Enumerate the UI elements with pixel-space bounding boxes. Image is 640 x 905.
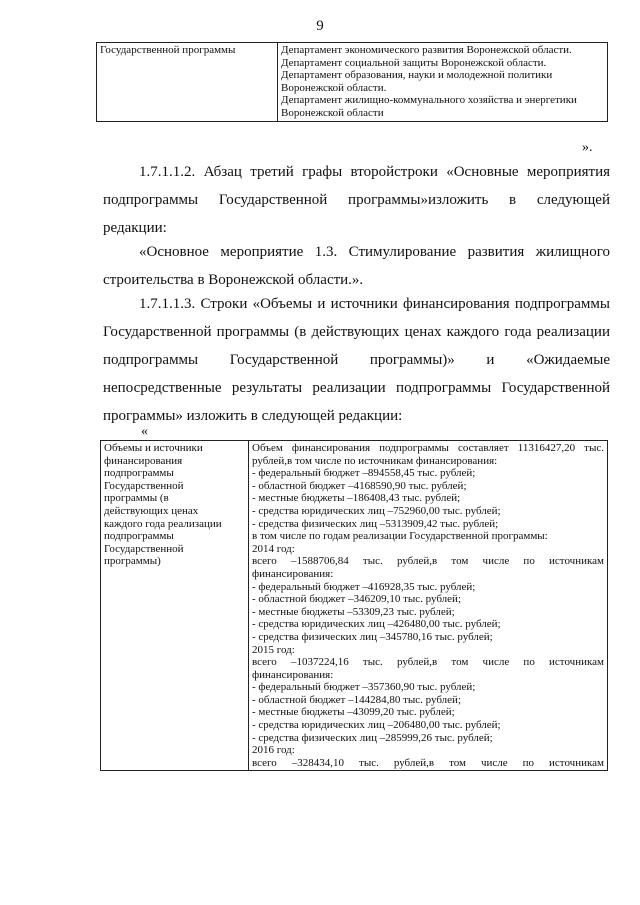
finance-value-line: - местные бюджеты –186408,43 тыс. рублей; [252, 492, 461, 505]
paragraph-3 [103, 290, 610, 430]
finance-table-left-cell [101, 441, 249, 771]
top-table [96, 42, 608, 122]
top-table-line: Воронежской области. [281, 81, 387, 94]
top-table-right-cell [278, 43, 608, 122]
paragraph-line: 1.7.1.1.3. Строки «Объемы и источники финансирования подпрограммы [139, 296, 610, 312]
finance-label-line: подпрограммы [104, 530, 174, 543]
finance-value-line: 2014 год: [252, 542, 295, 555]
finance-value-line: - местные бюджеты –43099,20 тыс. рублей; [252, 706, 455, 719]
finance-label-line: финансирования [104, 454, 183, 467]
finance-value-line: финансирования: [252, 668, 334, 681]
finance-label-line: программы (в [104, 492, 169, 505]
paragraph-line: строительства в Воронежской области.». [103, 272, 364, 288]
paragraph-line: подпрограммы Государственной программы»изложить в следующей [103, 192, 610, 208]
paragraph-line: «Основное мероприятие 1.3. Стимулирование развития жилищного [139, 244, 610, 260]
finance-label-line: действующих ценах [104, 504, 199, 517]
finance-value-line: в том числе по годам реализации Государственной программы: [252, 530, 548, 543]
finance-label-line: Государственной [104, 542, 184, 555]
finance-value-line: 2016 год: [252, 744, 295, 757]
finance-value-line: - федеральный бюджет –894558,45 тыс. рублей; [252, 467, 476, 480]
finance-value-line: финансирования: [252, 567, 334, 580]
finance-value-line: - федеральный бюджет –357360,90 тыс. рублей; [252, 681, 476, 694]
closing-quote: ». [582, 140, 593, 155]
top-table-line: Департамент социальной защиты Воронежской области. [281, 56, 547, 69]
finance-value-line: рублей,в том числе по источникам финансирования: [252, 454, 498, 467]
opening-quote: « [141, 424, 148, 439]
finance-value-line: 2015 год: [252, 643, 295, 656]
paragraph-line: непосредственные результаты реализации подпрограммы Государственной [103, 380, 610, 396]
finance-table-right-cell [249, 441, 608, 771]
finance-label-line: программы) [104, 555, 161, 568]
finance-value-line: всего –1588706,84 тыс. рублей,в том числе по источникам [252, 555, 604, 568]
finance-value-line: - областной бюджет –144284,80 тыс. рублей; [252, 693, 461, 706]
finance-value-line: - средства физических лиц –285999,26 тыс. рублей; [252, 731, 493, 744]
paragraph-line: подпрограммы Государственной программы)» и «Ожидаемые [103, 352, 610, 368]
finance-value-line: - средства юридических лиц –206480,00 тыс. рублей; [252, 719, 501, 732]
finance-label-line: подпрограммы [104, 467, 174, 480]
paragraph-1 [103, 158, 610, 242]
finance-value-line: Объем финансирования подпрограммы составляет 11316427,20 тыс. [252, 442, 604, 454]
finance-value-line: - средства физических лиц –345780,16 тыс. рублей; [252, 630, 493, 643]
finance-label-line: Государственной [104, 479, 184, 492]
finance-value-line: - областной бюджет –346209,10 тыс. рублей; [252, 593, 461, 606]
paragraph-line: редакции: [103, 220, 167, 236]
page-number: 9 [316, 18, 324, 34]
finance-label-line: Объемы и источники [104, 442, 203, 454]
paragraph-line: программы» изложить в следующей редакции: [103, 408, 403, 424]
finance-value-line: - средства юридических лиц –752960,00 тыс. рублей; [252, 504, 501, 517]
top-table-line: Департамент экономического развития Воронежской области. [281, 44, 572, 56]
top-table-line: Департамент образования, науки и молодежной политики [281, 69, 553, 82]
top-table-line: Департамент жилищно-коммунального хозяйства и энергетики [281, 94, 577, 107]
finance-label-line: каждого года реализации [104, 517, 222, 530]
finance-value-line: всего –328434,10 тыс. рублей,в том числе по источникам [252, 756, 604, 769]
paragraph-line: 1.7.1.1.2. Абзац третий графы второйстроки «Основные мероприятия [139, 164, 610, 180]
finance-value-line: - федеральный бюджет –416928,35 тыс. рублей; [252, 580, 476, 593]
paragraph-line: Государственной программы (в действующих ценах каждого года реализации [103, 324, 610, 340]
finance-value-line: - средства юридических лиц –426480,00 тыс. рублей; [252, 618, 501, 631]
paragraph-2 [103, 238, 610, 294]
finance-table [100, 440, 608, 771]
finance-value-line: всего –1037224,16 тыс. рублей,в том числе по источникам [252, 656, 604, 669]
finance-value-line: - местные бюджеты –53309,23 тыс. рублей; [252, 605, 455, 618]
top-table-left-cell: Государственной программы [97, 43, 278, 122]
top-table-line: Воронежской области [281, 106, 384, 119]
finance-value-line: - областной бюджет –4168590,90 тыс. рублей; [252, 479, 467, 492]
finance-value-line: - средства физических лиц –5313909,42 тыс. рублей; [252, 517, 499, 530]
